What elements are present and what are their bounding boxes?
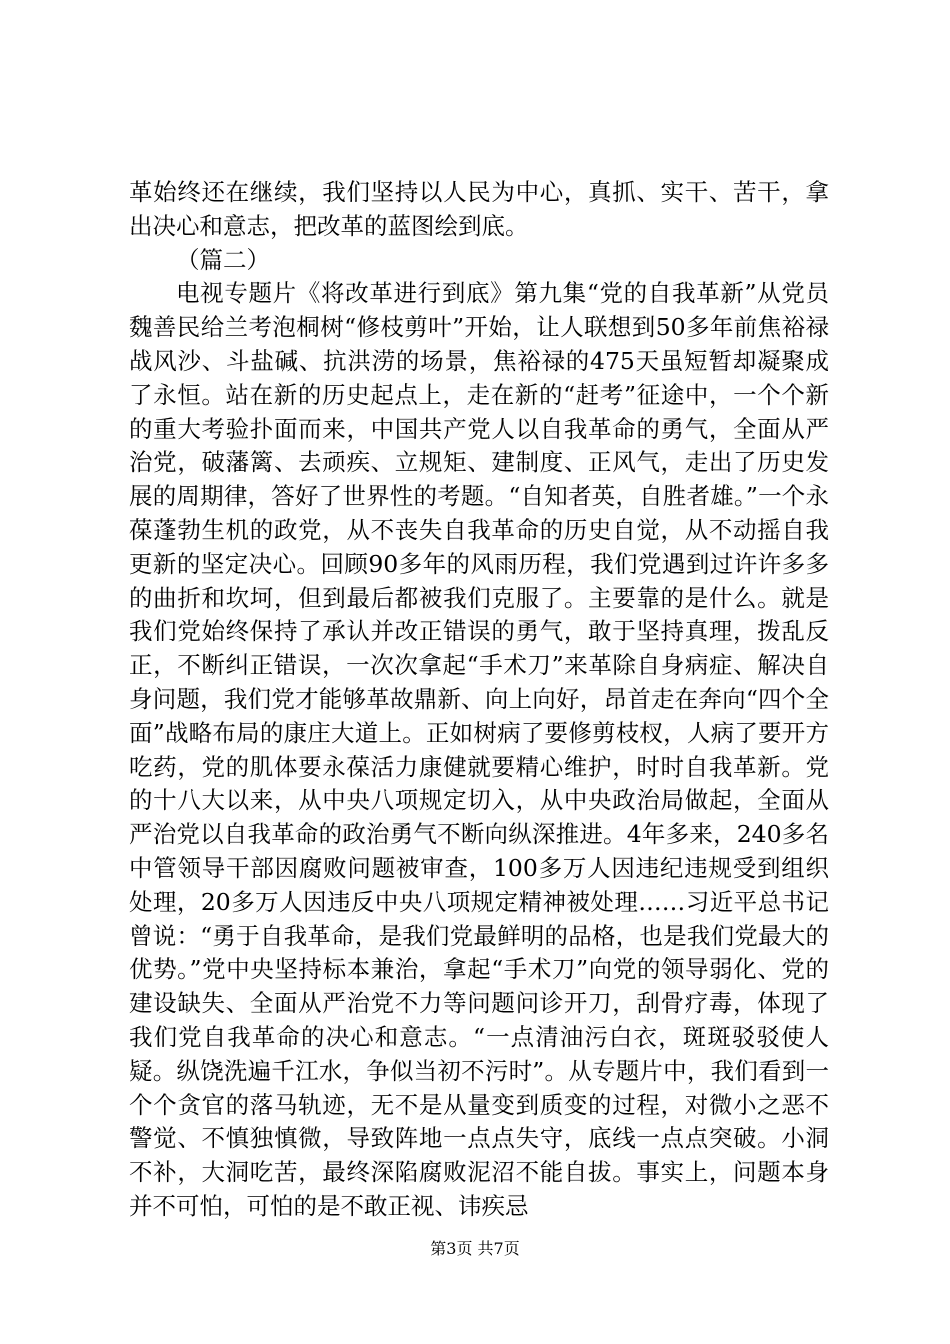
page-number: 第3页 共7页 [430, 1239, 520, 1258]
page-footer [0, 1236, 950, 1259]
section-heading: （篇二） [176, 245, 270, 274]
main-paragraph: 电视专题片《将改革进行到底》第九集“党的自我革新”从党员魏善民给兰考泡桐树“修枝剪叶”开始，让人联想到50多年前焦裕禄战风沙、斗盐碱、抗洪涝的场景，焦裕禄的475天虽短暂却凝聚成了永恒。站在新的历史起点上，走在新的“赶考”征途中，一个个新的重大考验扑面而来，中国共产党人以自我革命的勇气，全面从严治党，破藩篱、去顽疾、立规矩、建制度、正风气，走出了历史发展的周期律，答好了世界性的考题。“自知者英，自胜者雄。”一个永葆蓬勃生机的政党，从不丧失自我革命的历史自觉，从不动摇自我更新的坚定决心。回顾90多年的风雨历程，我们党遇到过许许多多的曲折和坎坷，但到最后都被我们克服了。主要靠的是什么。就是我们党始终保持了承认并改正错误的勇气，敢于坚持真理，拨乱反正，不断纠正错误，一次次拿起“手术刀”来革除自身病症、解决自身问题，我们党才能够革故鼎新、向上向好，昂首走在奔向“四个全面”战略布局的康庄大道上。正如树病了要修剪枝杈，人病了要开方吃药，党的肌体要永葆活力康健就要精心维护，时时自我革新。党的十八大以来，从中央八项规定切入，从中央政治局做起，全面从严治党以自我革命的政治勇气不断向纵深推进。4年多来，240多名中管领导干部因腐败问题被审查，100多万人因违纪违规受到组织处理，20多万人因违反中央八项规定精神被处理……习近平总书记曾说：“勇于自我革命，是我们党最鲜明的品格，也是我们党最大的优势。”党中央坚持标本兼治，拿起“手术刀”向党的领导弱化、党的建设缺失、全面从严治党不力等问题问诊开刀，刮骨疗毒，体现了我们党自我革命的决心和意志。“一点清油污白衣，斑斑驳驳使人疑。纵饶洗遍千江水，争似当初不污时”。从专题片中，我们看到一个个贪官的落马轨迹，无不是从量变到质变的过程，对微小之恶不警觉、不慎独慎微，导致阵地一点点失守，底线一点点突破。小洞不补，大洞吃苦，最终深陷腐败泥沼不能自拔。事实上，问题本身并不可怕，可怕的是不敢正视、讳疾忌 [129, 279, 829, 1220]
document-body [129, 176, 829, 1224]
continuation-paragraph: 革始终还在继续，我们坚持以人民为中心，真抓、实干、苦干，拿出决心和意志，把改革的蓝图绘到底。 [129, 178, 829, 240]
